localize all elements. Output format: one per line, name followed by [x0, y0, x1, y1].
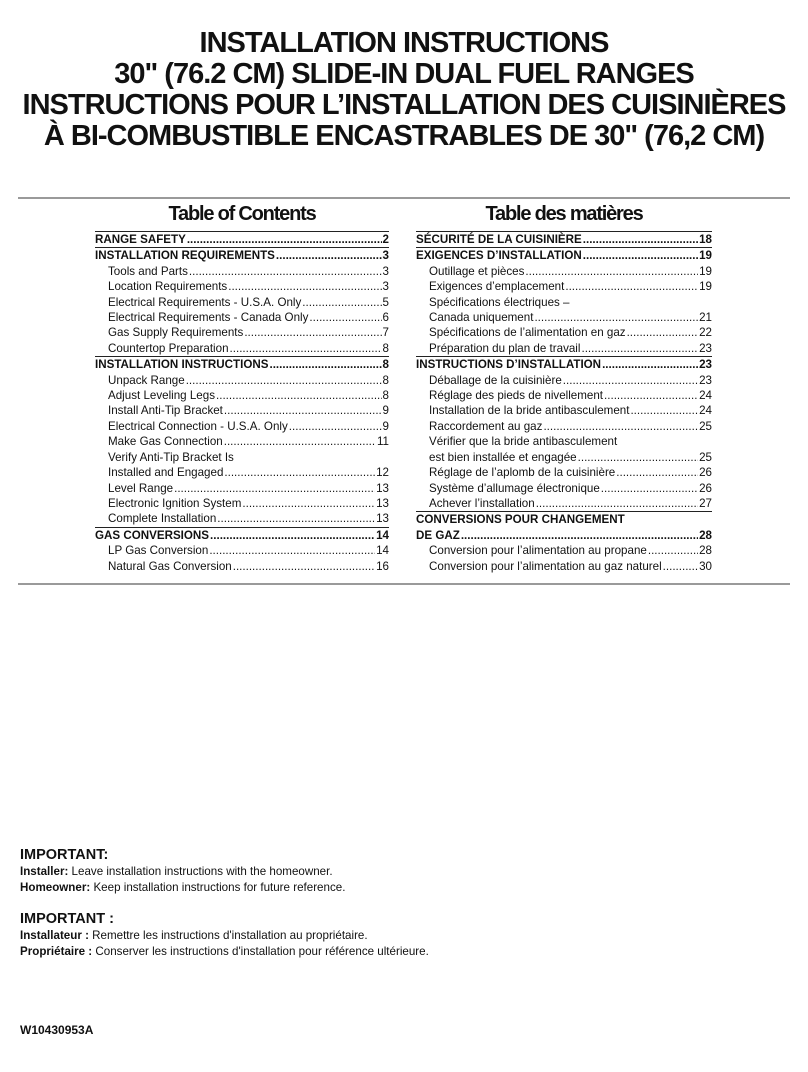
- document-title: [0, 28, 808, 152]
- toc-entry[interactable]: Achever l’installation ..... 27: [416, 496, 712, 511]
- toc-entry[interactable]: Countertop Preparation ..... 8: [95, 341, 389, 356]
- toc-entry[interactable]: Electrical Requirements - U.S.A. Only ..... 5: [95, 295, 389, 310]
- important-notes: [20, 846, 780, 960]
- notes-heading-en: IMPORTANT:: [20, 847, 109, 863]
- toc-section-title[interactable]: EXIGENCES D’INSTALLATION ..... 19: [416, 248, 712, 263]
- toc-section-title[interactable]: GAS CONVERSIONS ..... 14: [95, 528, 389, 543]
- toc-section: [416, 356, 712, 511]
- toc-entry-line1: Vérifier que la bride antibasculement: [429, 435, 618, 449]
- toc-section-title[interactable]: SÉCURITÉ DE LA CUISINIÈRE ..... 18: [416, 232, 712, 247]
- toc-section: [416, 511, 712, 574]
- toc-entry[interactable]: Tools and Parts ..... 3: [95, 264, 389, 279]
- toc-entry[interactable]: Complete Installation ..... 13: [95, 511, 389, 526]
- document-number: W10430953A: [20, 1023, 94, 1037]
- title-line: 30" (76.2 CM) SLIDE-IN DUAL FUEL RANGES: [114, 58, 694, 90]
- toc-french: [416, 203, 712, 574]
- toc-entry[interactable]: est bien installée et engagée ..... 25: [416, 450, 712, 465]
- toc-entry[interactable]: Location Requirements ..... 3: [95, 279, 389, 294]
- toc-entry[interactable]: Outillage et pièces ..... 19: [416, 264, 712, 279]
- title-line: À BI-COMBUSTIBLE ENCASTRABLES DE 30" (76,2 CM): [43, 120, 765, 152]
- notes-heading-fr: IMPORTANT :: [20, 911, 114, 927]
- note-line: Homeowner: Keep installation instructions for future reference.: [20, 881, 346, 894]
- note-line: Propriétaire : Conserver les instructions d'installation pour référence ultérieure.: [20, 945, 429, 958]
- toc-section: [95, 247, 389, 356]
- toc-section-title[interactable]: RANGE SAFETY ..... 2: [95, 232, 389, 247]
- toc-section: [416, 247, 712, 356]
- toc-entry[interactable]: Exigences d’emplacement ..... 19: [416, 279, 712, 294]
- toc-entry[interactable]: Système d’allumage électronique ..... 26: [416, 481, 712, 496]
- note-line: Installateur : Remettre les instructions d'installation au propriétaire.: [20, 929, 368, 942]
- toc-entry-line1: Verify Anti-Tip Bracket Is: [108, 450, 234, 464]
- toc-entry-line1: Spécifications électriques –: [429, 295, 570, 309]
- toc-entry[interactable]: Electronic Ignition System ..... 13: [95, 496, 389, 511]
- toc-entry[interactable]: Install Anti-Tip Bracket ..... 9: [95, 403, 389, 418]
- toc-entry[interactable]: Installed and Engaged ..... 12: [95, 465, 389, 480]
- toc-entry[interactable]: Installation de la bride antibasculement ..... 24: [416, 403, 712, 418]
- toc-section-title[interactable]: INSTALLATION INSTRUCTIONS ..... 8: [95, 357, 389, 372]
- toc-section: [95, 231, 389, 247]
- toc-entry[interactable]: LP Gas Conversion ..... 14: [95, 543, 389, 558]
- toc-entry[interactable]: Raccordement au gaz ..... 25: [416, 419, 712, 434]
- toc-entry[interactable]: Unpack Range ..... 8: [95, 373, 389, 388]
- toc-entry[interactable]: Spécifications de l’alimentation en gaz ..... 22: [416, 325, 712, 340]
- toc-entry[interactable]: Electrical Connection - U.S.A. Only ..... 9: [95, 419, 389, 434]
- top-divider: [18, 197, 790, 199]
- title-line: INSTRUCTIONS POUR L’INSTALLATION DES CUISINIÈRES: [22, 89, 786, 121]
- toc-section-title[interactable]: INSTALLATION REQUIREMENTS ..... 3: [95, 248, 389, 263]
- toc-entry[interactable]: Gas Supply Requirements ..... 7: [95, 325, 389, 340]
- toc-entry[interactable]: Electrical Requirements - Canada Only ..... 6: [95, 310, 389, 325]
- toc-section-title[interactable]: DE GAZ ..... 28: [416, 528, 712, 543]
- toc-entry[interactable]: Canada uniquement ..... 21: [416, 310, 712, 325]
- toc-heading: Table of Contents: [168, 203, 316, 225]
- toc-section: [416, 231, 712, 247]
- toc-entry[interactable]: Préparation du plan de travail ..... 23: [416, 341, 712, 356]
- toc-entry[interactable]: Réglage de l’aplomb de la cuisinière ..... 26: [416, 465, 712, 480]
- toc-english: [95, 203, 389, 574]
- toc-section: [95, 527, 389, 574]
- bottom-divider: [18, 583, 790, 585]
- title-line: INSTALLATION INSTRUCTIONS: [199, 27, 609, 59]
- toc-heading: Table des matières: [485, 203, 643, 225]
- toc-entry[interactable]: Conversion pour l’alimentation au propane ..... 28: [416, 543, 712, 558]
- toc-entry[interactable]: Conversion pour l’alimentation au gaz naturel ..... 30: [416, 559, 712, 574]
- note-line: Installer: Leave installation instructions with the homeowner.: [20, 865, 333, 878]
- toc-entry[interactable]: Natural Gas Conversion ..... 16: [95, 559, 389, 574]
- toc-entry[interactable]: Réglage des pieds de nivellement ..... 24: [416, 388, 712, 403]
- toc-entry[interactable]: Adjust Leveling Legs ..... 8: [95, 388, 389, 403]
- toc-section-title-line1: CONVERSIONS POUR CHANGEMENT: [416, 513, 625, 527]
- toc-entry[interactable]: Déballage de la cuisinière ..... 23: [416, 373, 712, 388]
- toc-entry[interactable]: Make Gas Connection ..... 11: [95, 434, 389, 449]
- toc-section-title[interactable]: INSTRUCTIONS D’INSTALLATION ..... 23: [416, 357, 712, 372]
- toc-section: [95, 356, 389, 526]
- toc-entry[interactable]: Level Range ..... 13: [95, 481, 389, 496]
